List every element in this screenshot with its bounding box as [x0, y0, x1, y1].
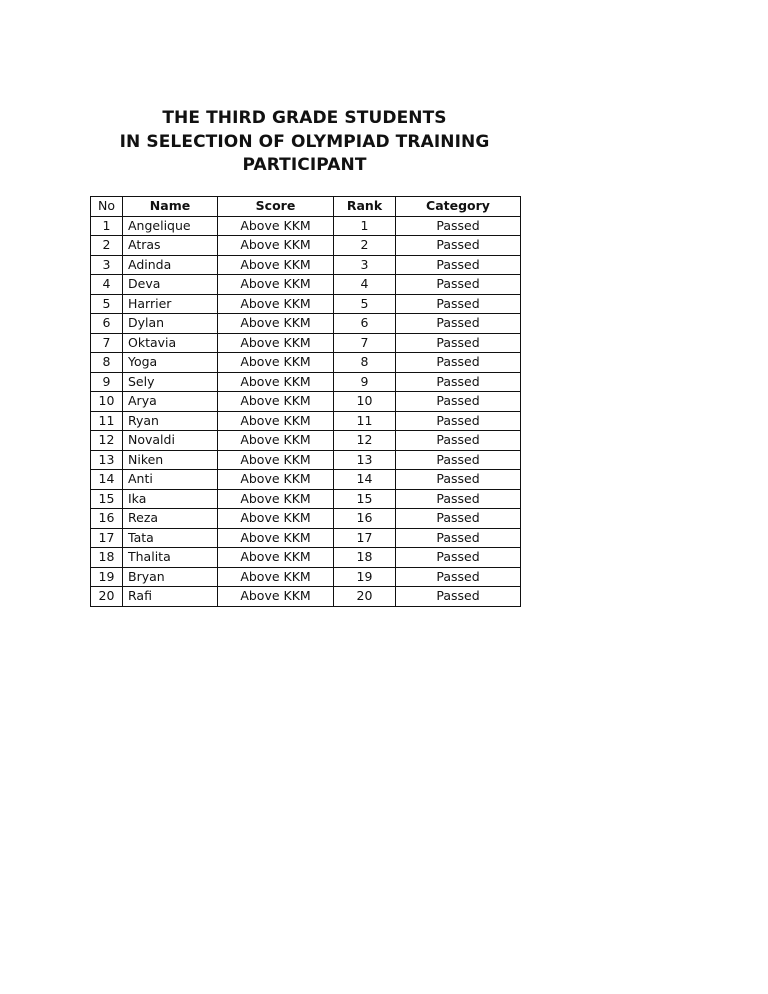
cell-score: Above KKM	[218, 216, 334, 236]
cell-name: Dylan	[123, 314, 218, 334]
table-row	[91, 314, 521, 334]
cell-rank: 2	[334, 236, 396, 256]
table-row	[91, 216, 521, 236]
cell-no: 20	[91, 587, 123, 607]
cell-rank: 17	[334, 528, 396, 548]
cell-name: Ika	[123, 489, 218, 509]
cell-name: Atras	[123, 236, 218, 256]
cell-no: 16	[91, 509, 123, 529]
cell-score: Above KKM	[218, 509, 334, 529]
cell-name: Deva	[123, 275, 218, 295]
cell-category: Passed	[396, 548, 521, 568]
table-row	[91, 372, 521, 392]
cell-no: 19	[91, 567, 123, 587]
cell-score: Above KKM	[218, 411, 334, 431]
table-row	[91, 275, 521, 295]
cell-name: Sely	[123, 372, 218, 392]
table-row	[91, 353, 521, 373]
cell-no: 8	[91, 353, 123, 373]
column-header-name: Name	[123, 197, 218, 217]
cell-name: Tata	[123, 528, 218, 548]
cell-rank: 15	[334, 489, 396, 509]
cell-name: Yoga	[123, 353, 218, 373]
cell-rank: 18	[334, 548, 396, 568]
cell-name: Oktavia	[123, 333, 218, 353]
cell-score: Above KKM	[218, 450, 334, 470]
cell-no: 17	[91, 528, 123, 548]
cell-category: Passed	[396, 294, 521, 314]
cell-name: Niken	[123, 450, 218, 470]
cell-score: Above KKM	[218, 587, 334, 607]
table-row	[91, 587, 521, 607]
cell-score: Above KKM	[218, 275, 334, 295]
cell-rank: 19	[334, 567, 396, 587]
table-row	[91, 489, 521, 509]
cell-no: 7	[91, 333, 123, 353]
column-header-score: Score	[218, 197, 334, 217]
cell-score: Above KKM	[218, 372, 334, 392]
table-row	[91, 236, 521, 256]
cell-rank: 12	[334, 431, 396, 451]
cell-score: Above KKM	[218, 548, 334, 568]
table-row	[91, 470, 521, 490]
table-row	[91, 567, 521, 587]
title-line-2: IN SELECTION OF OLYMPIAD TRAINING	[119, 131, 490, 152]
cell-score: Above KKM	[218, 431, 334, 451]
cell-no: 9	[91, 372, 123, 392]
cell-category: Passed	[396, 509, 521, 529]
cell-name: Arya	[123, 392, 218, 412]
cell-name: Reza	[123, 509, 218, 529]
cell-score: Above KKM	[218, 294, 334, 314]
table-header-row	[91, 197, 521, 217]
cell-score: Above KKM	[218, 314, 334, 334]
cell-no: 13	[91, 450, 123, 470]
cell-rank: 10	[334, 392, 396, 412]
cell-no: 6	[91, 314, 123, 334]
cell-no: 14	[91, 470, 123, 490]
title-line-1: THE THIRD GRADE STUDENTS	[162, 108, 447, 128]
cell-no: 15	[91, 489, 123, 509]
cell-category: Passed	[396, 216, 521, 236]
participant-table	[90, 196, 521, 607]
cell-rank: 1	[334, 216, 396, 236]
cell-name: Thalita	[123, 548, 218, 568]
cell-name: Adinda	[123, 255, 218, 275]
table-row	[91, 528, 521, 548]
title-line-3: PARTICIPANT	[242, 155, 367, 175]
cell-no: 18	[91, 548, 123, 568]
cell-no: 12	[91, 431, 123, 451]
cell-no: 3	[91, 255, 123, 275]
cell-rank: 6	[334, 314, 396, 334]
cell-score: Above KKM	[218, 567, 334, 587]
table-row	[91, 411, 521, 431]
cell-category: Passed	[396, 333, 521, 353]
cell-name: Harrier	[123, 294, 218, 314]
cell-rank: 11	[334, 411, 396, 431]
cell-category: Passed	[396, 275, 521, 295]
cell-rank: 5	[334, 294, 396, 314]
cell-score: Above KKM	[218, 333, 334, 353]
cell-rank: 8	[334, 353, 396, 373]
document-title	[90, 107, 519, 178]
cell-score: Above KKM	[218, 255, 334, 275]
cell-category: Passed	[396, 372, 521, 392]
table-row	[91, 392, 521, 412]
cell-rank: 9	[334, 372, 396, 392]
table-row	[91, 431, 521, 451]
cell-name: Bryan	[123, 567, 218, 587]
cell-category: Passed	[396, 392, 521, 412]
column-header-no: No	[91, 197, 123, 217]
table-row	[91, 294, 521, 314]
cell-rank: 13	[334, 450, 396, 470]
cell-category: Passed	[396, 489, 521, 509]
cell-rank: 16	[334, 509, 396, 529]
cell-no: 11	[91, 411, 123, 431]
cell-category: Passed	[396, 450, 521, 470]
cell-name: Rafi	[123, 587, 218, 607]
column-header-category: Category	[396, 197, 521, 217]
cell-category: Passed	[396, 314, 521, 334]
table-row	[91, 255, 521, 275]
table-row	[91, 548, 521, 568]
cell-category: Passed	[396, 431, 521, 451]
cell-rank: 4	[334, 275, 396, 295]
cell-category: Passed	[396, 255, 521, 275]
cell-category: Passed	[396, 470, 521, 490]
cell-name: Novaldi	[123, 431, 218, 451]
table-row	[91, 450, 521, 470]
cell-score: Above KKM	[218, 489, 334, 509]
cell-name: Angelique	[123, 216, 218, 236]
table-row	[91, 509, 521, 529]
cell-name: Ryan	[123, 411, 218, 431]
cell-name: Anti	[123, 470, 218, 490]
cell-no: 2	[91, 236, 123, 256]
column-header-rank: Rank	[334, 197, 396, 217]
cell-score: Above KKM	[218, 470, 334, 490]
cell-no: 5	[91, 294, 123, 314]
table-row	[91, 333, 521, 353]
cell-category: Passed	[396, 353, 521, 373]
cell-no: 4	[91, 275, 123, 295]
cell-score: Above KKM	[218, 353, 334, 373]
cell-category: Passed	[396, 236, 521, 256]
cell-category: Passed	[396, 411, 521, 431]
cell-category: Passed	[396, 567, 521, 587]
cell-score: Above KKM	[218, 392, 334, 412]
cell-no: 10	[91, 392, 123, 412]
cell-rank: 3	[334, 255, 396, 275]
cell-score: Above KKM	[218, 528, 334, 548]
cell-rank: 7	[334, 333, 396, 353]
cell-category: Passed	[396, 587, 521, 607]
cell-rank: 14	[334, 470, 396, 490]
cell-category: Passed	[396, 528, 521, 548]
cell-no: 1	[91, 216, 123, 236]
cell-rank: 20	[334, 587, 396, 607]
table-body	[91, 216, 521, 606]
cell-score: Above KKM	[218, 236, 334, 256]
